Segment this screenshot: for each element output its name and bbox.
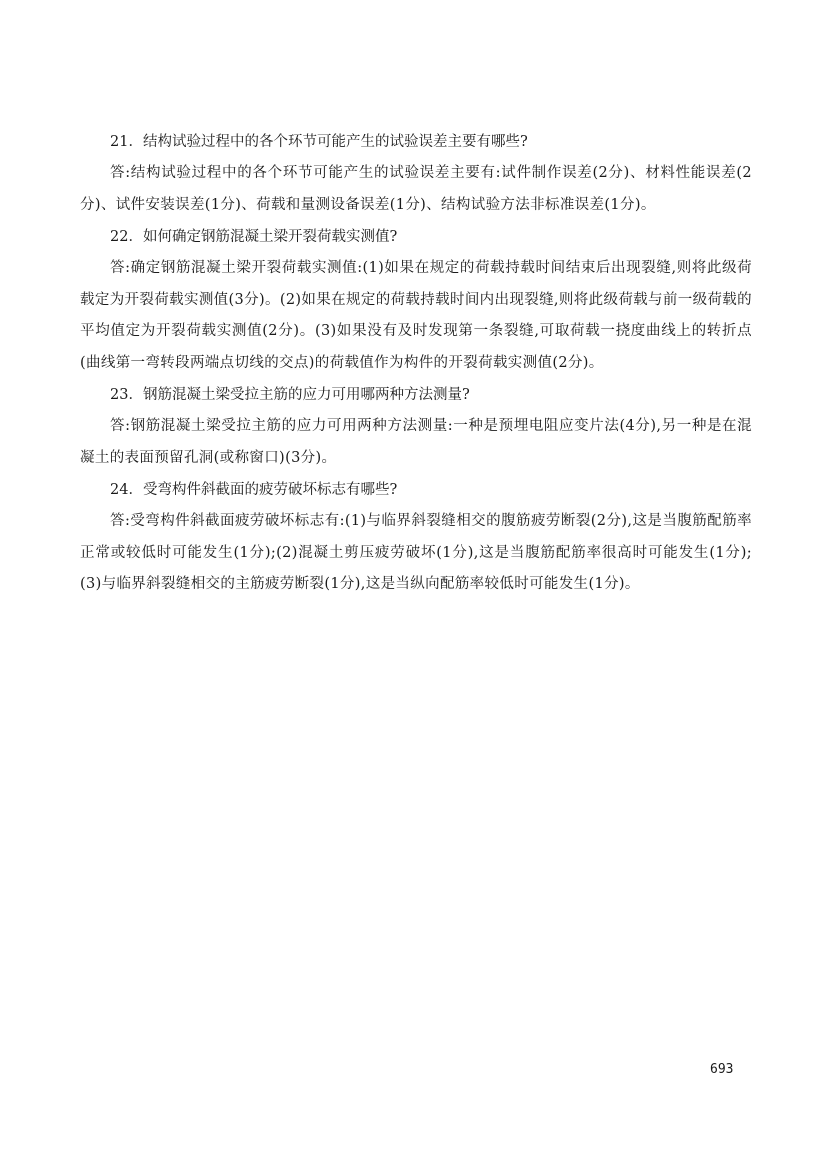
- answer-24: 答:受弯构件斜截面疲劳破坏标志有:(1)与临界斜裂缝相交的腹筋疲劳断裂(2分),这是当腹筋配筋率正常或较低时可能发生(1分);(2)混凝土剪压疲劳破坏(1分),这是当腹筋配筋率很高时可能发生(1分);(3)与临界斜裂缝相交的主筋疲劳断裂(1分),这是当纵向配筋率较低时可能发生(1分)。: [80, 513, 752, 592]
- question-24: 24．受弯构件斜截面的疲劳破坏标志有哪些?: [110, 482, 398, 498]
- question-21: 21．结构试验过程中的各个环节可能产生的试验误差主要有哪些?: [110, 134, 528, 150]
- answer-22: 答:确定钢筋混凝土梁开裂荷载实测值:(1)如果在规定的荷载持载时间结束后出现裂缝,则将此级荷载定为开裂荷载实测值(3分)。(2)如果在规定的荷载持载时间内出现裂缝,则将此级荷载与前一级荷载的平均值定为开裂荷载实测值(2分)。(3)如果没有及时发现第一条裂缝,可取荷载一挠度曲线上的转折点(曲线第一弯转段两端点切线的交点)的荷载值作为构件的开裂荷载实测值(2分)。: [80, 260, 752, 371]
- answer-21: 答:结构试验过程中的各个环节可能产生的试验误差主要有:试件制作误差(2分)、材料性能误差(2分)、试件安装误差(1分)、荷载和量测设备误差(1分)、结构试验方法非标准误差(1分)。: [80, 165, 752, 213]
- question-23: 23．钢筋混凝土梁受拉主筋的应力可用哪两种方法测量?: [110, 387, 470, 403]
- qa-content: [80, 126, 752, 601]
- page-number: 693: [710, 1062, 734, 1077]
- question-22: 22．如何确定钢筋混凝土梁开裂荷载实测值?: [110, 229, 398, 245]
- answer-23: 答:钢筋混凝土梁受拉主筋的应力可用两种方法测量:一种是预埋电阻应变片法(4分),另一种是在混凝土的表面预留孔洞(或称窗口)(3分)。: [80, 418, 752, 466]
